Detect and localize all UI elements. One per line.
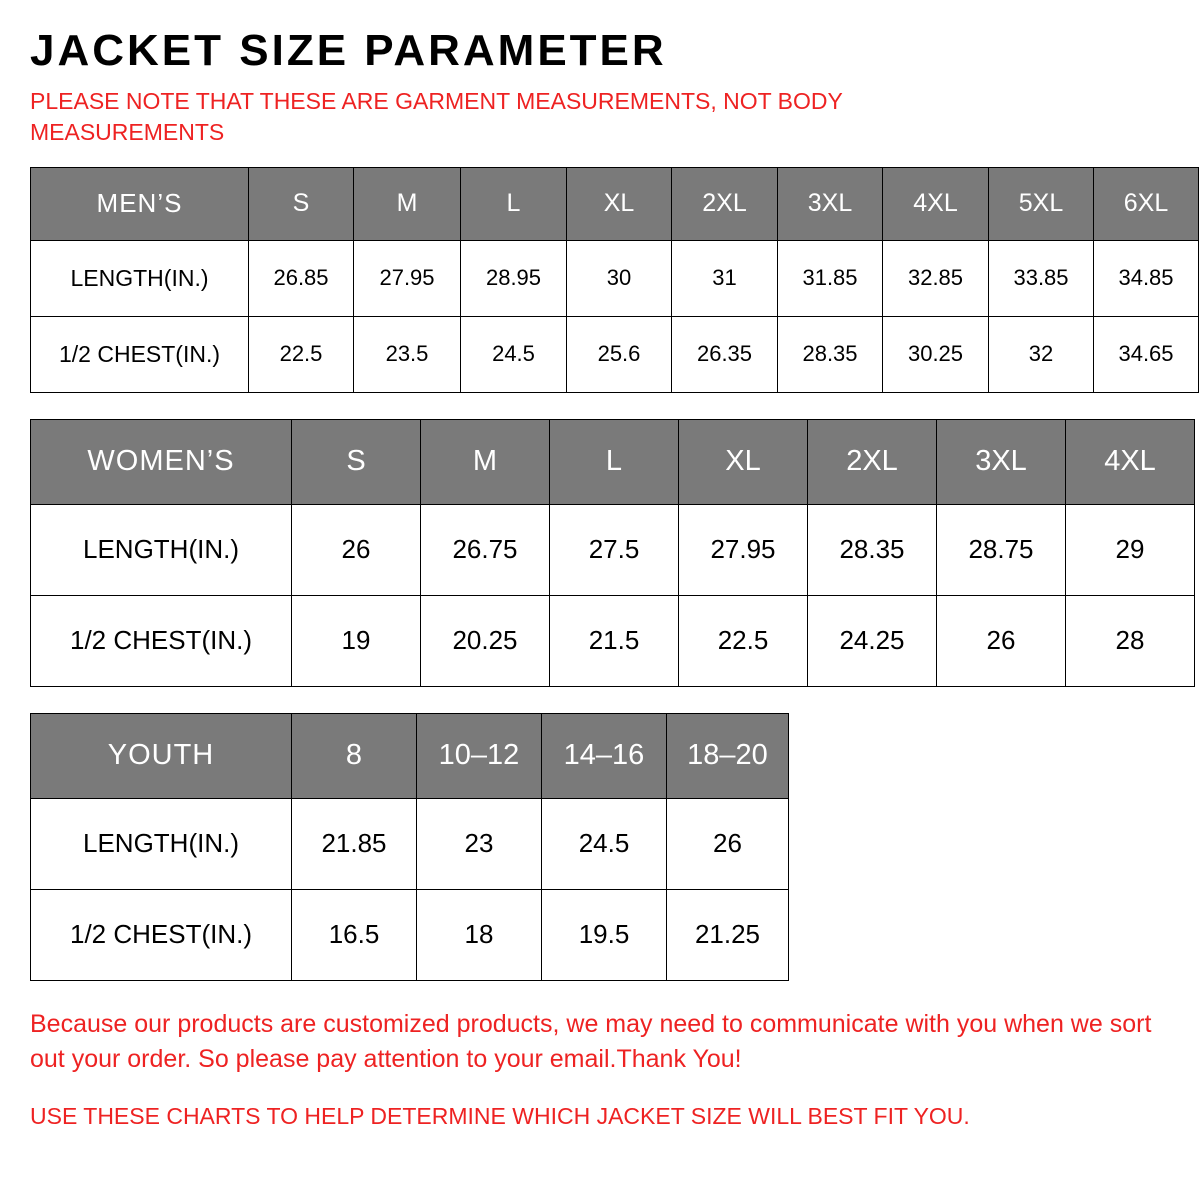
mens-size-m: M xyxy=(354,167,461,240)
mens-chest-2xl: 26.35 xyxy=(672,316,778,392)
womens-length-label: LENGTH(IN.) xyxy=(31,504,292,595)
mens-size-s: S xyxy=(249,167,354,240)
youth-size-table xyxy=(30,713,789,981)
mens-size-5xl: 5XL xyxy=(989,167,1094,240)
mens-size-3xl: 3XL xyxy=(778,167,883,240)
womens-chest-xl: 22.5 xyxy=(679,595,808,686)
youth-size-8: 8 xyxy=(292,713,417,798)
womens-chest-label: 1/2 CHEST(IN.) xyxy=(31,595,292,686)
table-row xyxy=(31,798,789,889)
youth-chest-18-20: 21.25 xyxy=(667,889,789,980)
womens-length-4xl: 29 xyxy=(1066,504,1195,595)
womens-size-l: L xyxy=(550,419,679,504)
mens-chest-label: 1/2 CHEST(IN.) xyxy=(31,316,249,392)
womens-chest-2xl: 24.25 xyxy=(808,595,937,686)
table-row xyxy=(31,316,1199,392)
youth-length-18-20: 26 xyxy=(667,798,789,889)
womens-table-header xyxy=(31,419,1195,504)
table-row xyxy=(31,240,1199,316)
youth-length-10-12: 23 xyxy=(417,798,542,889)
mens-length-2xl: 31 xyxy=(672,240,778,316)
table-row xyxy=(31,595,1195,686)
womens-size-3xl: 3XL xyxy=(937,419,1066,504)
mens-table-header xyxy=(31,167,1199,240)
womens-table-body xyxy=(31,504,1195,686)
table-header-row xyxy=(31,167,1199,240)
mens-chest-l: 24.5 xyxy=(461,316,567,392)
womens-size-s: S xyxy=(292,419,421,504)
mens-chest-4xl: 30.25 xyxy=(883,316,989,392)
mens-length-5xl: 33.85 xyxy=(989,240,1094,316)
womens-header-label: WOMEN’S xyxy=(31,419,292,504)
mens-length-label: LENGTH(IN.) xyxy=(31,240,249,316)
womens-size-4xl: 4XL xyxy=(1066,419,1195,504)
mens-length-m: 27.95 xyxy=(354,240,461,316)
mens-chest-5xl: 32 xyxy=(989,316,1094,392)
youth-chest-14-16: 19.5 xyxy=(542,889,667,980)
youth-header-label: YOUTH xyxy=(31,713,292,798)
youth-chest-label: 1/2 CHEST(IN.) xyxy=(31,889,292,980)
table-header-row xyxy=(31,713,789,798)
womens-length-2xl: 28.35 xyxy=(808,504,937,595)
youth-size-10-12: 10–12 xyxy=(417,713,542,798)
mens-length-4xl: 32.85 xyxy=(883,240,989,316)
womens-length-3xl: 28.75 xyxy=(937,504,1066,595)
mens-size-xl: XL xyxy=(567,167,672,240)
mens-size-4xl: 4XL xyxy=(883,167,989,240)
womens-size-xl: XL xyxy=(679,419,808,504)
mens-chest-s: 22.5 xyxy=(249,316,354,392)
womens-length-xl: 27.95 xyxy=(679,504,808,595)
womens-size-m: M xyxy=(421,419,550,504)
mens-length-3xl: 31.85 xyxy=(778,240,883,316)
mens-size-l: L xyxy=(461,167,567,240)
table-header-row xyxy=(31,419,1195,504)
mens-chest-6xl: 34.65 xyxy=(1094,316,1199,392)
womens-chest-s: 19 xyxy=(292,595,421,686)
womens-size-table xyxy=(30,419,1195,687)
table-row xyxy=(31,889,789,980)
youth-table-body xyxy=(31,798,789,980)
womens-size-2xl: 2XL xyxy=(808,419,937,504)
womens-length-s: 26 xyxy=(292,504,421,595)
mens-size-2xl: 2XL xyxy=(672,167,778,240)
womens-length-m: 26.75 xyxy=(421,504,550,595)
customization-note: Because our products are customized products, we may need to communicate with you when we sort out your order. So please pay attention to your email.Thank You! xyxy=(30,1009,1152,1074)
womens-chest-3xl: 26 xyxy=(937,595,1066,686)
mens-size-table xyxy=(30,167,1199,393)
womens-chest-m: 20.25 xyxy=(421,595,550,686)
mens-length-s: 26.85 xyxy=(249,240,354,316)
mens-chest-m: 23.5 xyxy=(354,316,461,392)
garment-measurement-note: PLEASE NOTE THAT THESE ARE GARMENT MEASUREMENTS, NOT BODY MEASUREMENTS xyxy=(30,88,843,145)
mens-chest-xl: 25.6 xyxy=(567,316,672,392)
womens-chest-l: 21.5 xyxy=(550,595,679,686)
page-title: JACKET SIZE PARAMETER xyxy=(30,26,667,75)
youth-length-label: LENGTH(IN.) xyxy=(31,798,292,889)
table-row xyxy=(31,504,1195,595)
womens-length-l: 27.5 xyxy=(550,504,679,595)
youth-size-14-16: 14–16 xyxy=(542,713,667,798)
mens-header-label: MEN’S xyxy=(31,167,249,240)
youth-chest-10-12: 18 xyxy=(417,889,542,980)
mens-length-l: 28.95 xyxy=(461,240,567,316)
chart-usage-note: USE THESE CHARTS TO HELP DETERMINE WHICH JACKET SIZE WILL BEST FIT YOU. xyxy=(30,1102,970,1129)
womens-chest-4xl: 28 xyxy=(1066,595,1195,686)
mens-table-body xyxy=(31,240,1199,392)
mens-chest-3xl: 28.35 xyxy=(778,316,883,392)
youth-chest-8: 16.5 xyxy=(292,889,417,980)
youth-length-8: 21.85 xyxy=(292,798,417,889)
youth-table-header xyxy=(31,713,789,798)
mens-length-6xl: 34.85 xyxy=(1094,240,1199,316)
youth-length-14-16: 24.5 xyxy=(542,798,667,889)
youth-size-18-20: 18–20 xyxy=(667,713,789,798)
mens-size-6xl: 6XL xyxy=(1094,167,1199,240)
mens-length-xl: 30 xyxy=(567,240,672,316)
